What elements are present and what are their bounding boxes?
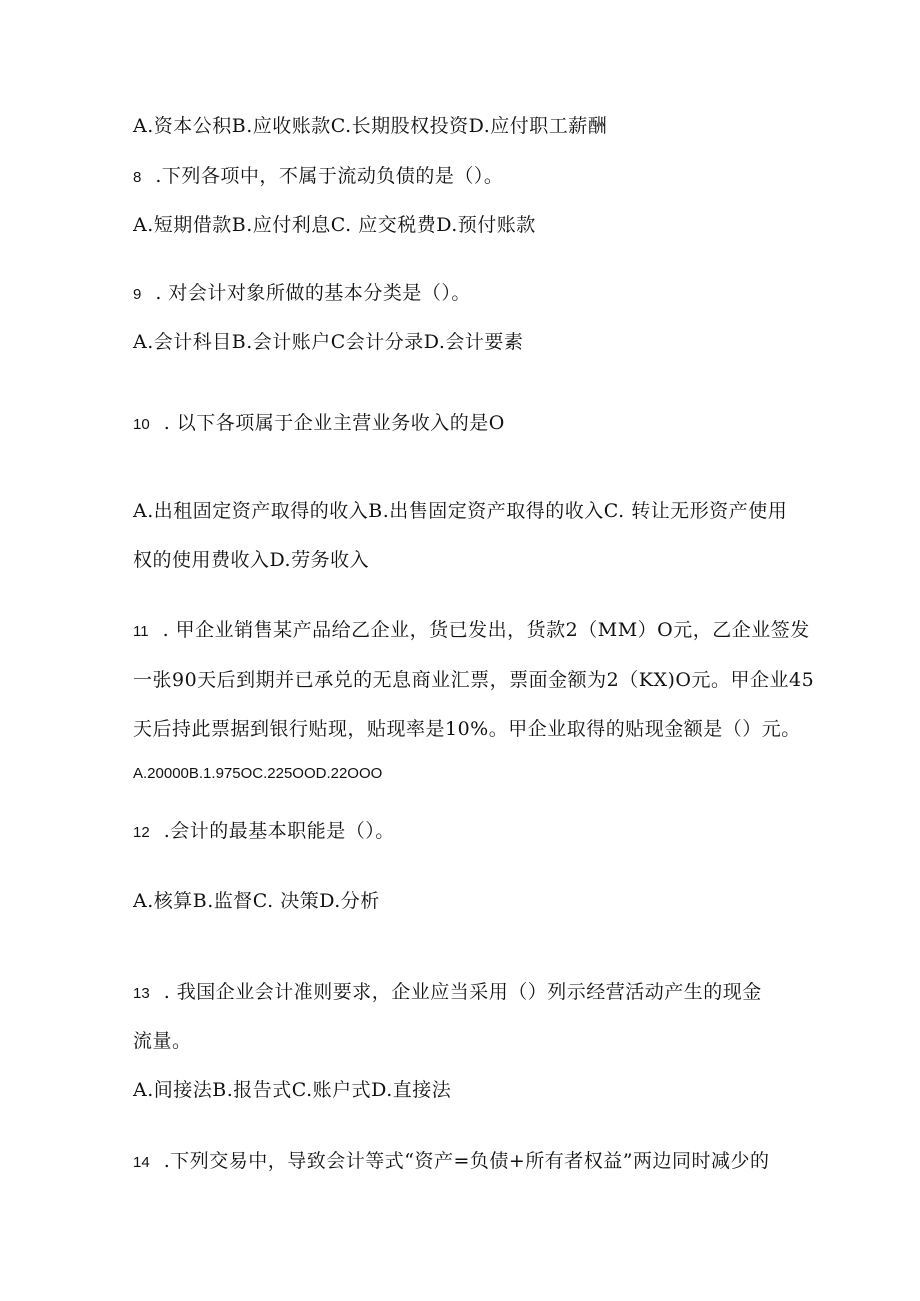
question-text: .下列各项中，不属于流动负债的是（）。 [155,165,504,187]
line-text: A.出租固定资产取得的收入B.出售固定资产取得的收入C. 转让无形资产使用 [133,500,788,522]
question-number: 8 [133,169,142,186]
question-13a [133,979,800,1007]
question-number: 13 [133,985,150,1002]
question-text: . 对会计对象所做的基本分类是（）。 [155,282,471,304]
question-8 [133,163,800,191]
question-number: 12 [133,824,150,841]
question-text: . 我国企业会计准则要求，企业应当采用（）列示经营活动产生的现金 [163,981,762,1003]
question-text: 一张90天后到期并已承兑的无息商业汇票，票面金额为2（KX)O元。甲企业45 [133,669,815,691]
question-13b [133,1028,800,1054]
line-text: 权的使用费收入D.劳务收入 [133,549,370,571]
line-text: A.核算B.监督C. 决策D.分析 [133,890,380,912]
line-text: A.间接法B.报告式C.账户式D.直接法 [133,1079,452,1101]
question-text: .下列交易中，导致会计等式“资产=负债+所有者权益”两边同时减少的 [163,1150,770,1172]
question-11b [133,667,815,693]
line-text: A.会计科目B.会计账户C会计分录D.会计要素 [133,331,524,353]
line-text: A.短期借款B.应付利息C. 应交税费D.预付账款 [133,214,536,236]
question-number: 11 [133,623,149,640]
question-12 [133,818,800,846]
option-line-10a [133,498,800,524]
question-text: 流量。 [133,1030,192,1052]
question-text: .会计的最基本职能是（）。 [163,820,395,842]
option-line-10b [133,547,800,573]
option-line-7 [133,113,800,139]
option-line-8 [133,212,800,238]
question-number: 9 [133,286,142,303]
question-text: . 甲企业销售某产品给乙企业，货已发出，货款2（MM）O元，乙企业签发 [162,619,810,641]
question-text: . 以下各项属于企业主营业务收入的是O [163,412,505,434]
option-line-9 [133,329,800,355]
question-14 [133,1148,800,1176]
line-text: A.资本公积B.应收账款C.长期股权投资D.应付职工薪酬 [133,115,608,137]
question-text: 天后持此票据到银行贴现，贴现率是10%。甲企业取得的贴现金额是（）元。 [133,718,801,740]
option-line-13 [133,1077,800,1103]
question-10 [133,410,800,438]
question-number: 14 [133,1154,150,1171]
question-11a [133,617,810,645]
option-line-11 [133,759,800,787]
option-line-12 [133,888,800,914]
question-9 [133,280,800,308]
question-number: 10 [133,416,150,433]
line-text: A.20000B.1.975OC.225OOD.22OOO [133,765,383,782]
question-11c [133,716,800,742]
